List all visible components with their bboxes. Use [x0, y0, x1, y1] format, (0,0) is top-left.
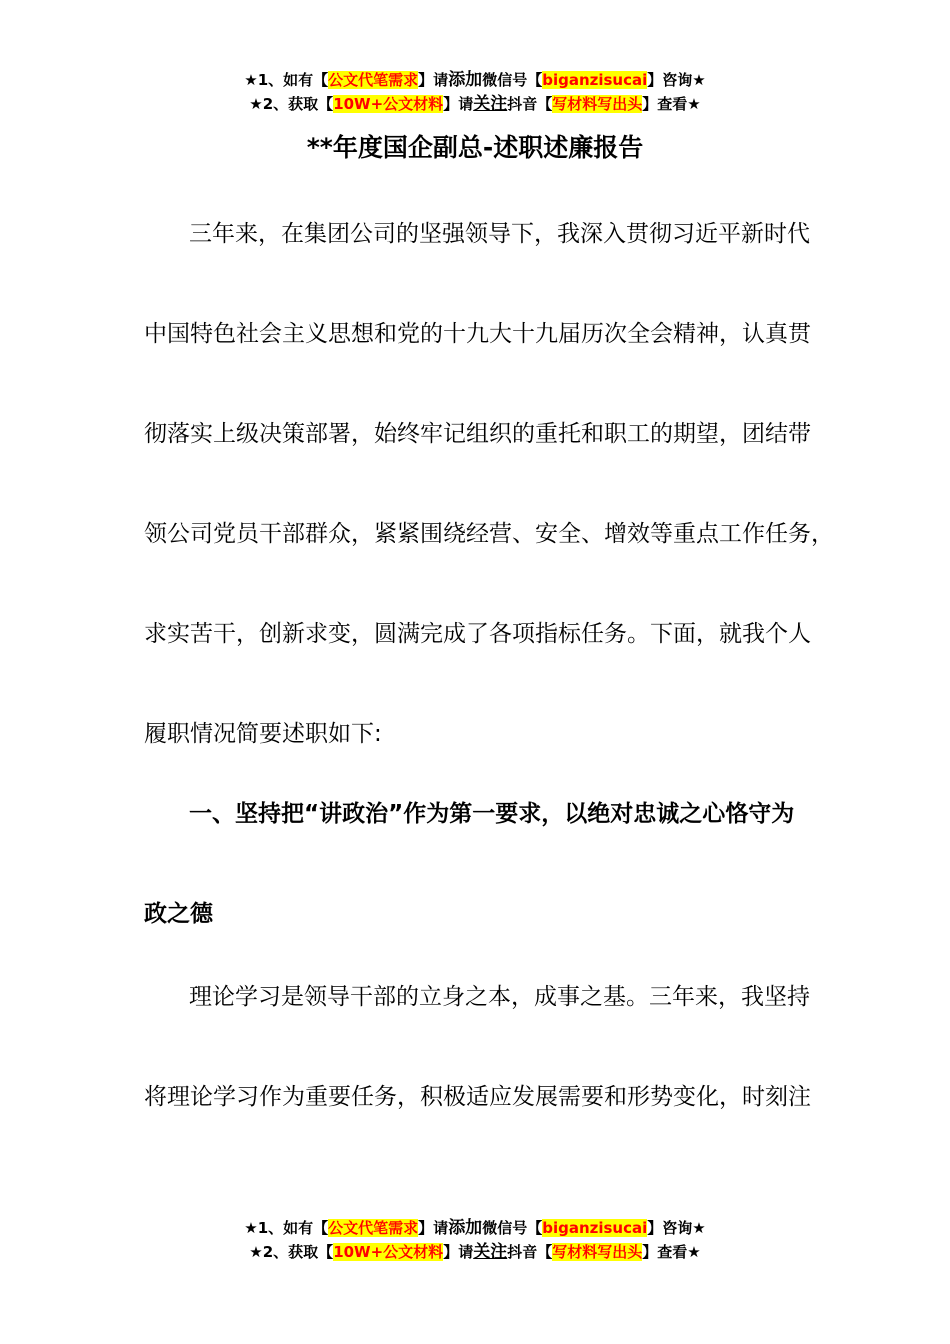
banner-text: ★1、如有【 — [244, 71, 329, 89]
banner-text: 】请 — [418, 1219, 449, 1237]
banner-highlight: 公文代笔需求 — [328, 71, 419, 89]
banner-text: 】查看★ — [642, 95, 701, 113]
banner-text: 】查看★ — [642, 1243, 701, 1261]
banner-text: ★2、获取【 — [249, 1243, 334, 1261]
section-heading-line: 政之德 — [144, 901, 213, 927]
paragraph-line: 彻落实上级决策部署，始终牢记组织的重托和职工的期望，团结带 — [144, 421, 811, 447]
banner-text: 抖音【 — [507, 1243, 553, 1261]
banner-text: 】请 — [418, 71, 449, 89]
banner-text: 】咨询★ — [647, 71, 706, 89]
footer-banner — [0, 1216, 950, 1264]
banner-text: 微信号【 — [482, 1219, 543, 1237]
banner-emphasis: 添加 — [448, 1218, 483, 1238]
banner-highlight: biganzisucai — [542, 1219, 648, 1237]
banner-text: 】请 — [443, 95, 474, 113]
header-banner — [0, 68, 950, 116]
paragraph-line: 三年来，在集团公司的坚强领导下，我深入贯彻习近平新时代 — [189, 221, 810, 247]
banner-line-1 — [0, 68, 950, 92]
banner-highlight: 公文代笔需求 — [328, 1219, 419, 1237]
banner-highlight: 写材料写出头 — [552, 1243, 643, 1261]
banner-highlight: biganzisucai — [542, 71, 648, 89]
banner-text: ★1、如有【 — [244, 1219, 329, 1237]
banner-text: 】咨询★ — [647, 1219, 706, 1237]
banner-line-1 — [0, 1216, 950, 1240]
banner-line-2 — [0, 1240, 950, 1264]
banner-text: 微信号【 — [482, 71, 543, 89]
paragraph-line: 理论学习是领导干部的立身之本，成事之基。三年来，我坚持 — [189, 984, 810, 1010]
banner-text: 】请 — [443, 1243, 474, 1261]
paragraph-line: 求实苦干，创新求变，圆满完成了各项指标任务。下面，就我个人 — [144, 621, 811, 647]
banner-text: 抖音【 — [507, 95, 553, 113]
section-heading-line: 一、坚持把“讲政治”作为第一要求，以绝对忠诚之心恪守为 — [189, 801, 795, 827]
banner-line-2 — [0, 92, 950, 116]
banner-text: ★2、获取【 — [249, 95, 334, 113]
banner-emphasis: 关注 — [473, 1242, 508, 1262]
paragraph-line: 将理论学习作为重要任务，积极适应发展需要和形势变化，时刻注 — [144, 1084, 811, 1110]
paragraph-line: 领公司党员干部群众，紧紧围绕经营、安全、增效等重点工作任务， — [144, 521, 834, 547]
banner-highlight: 10W+公文材料 — [333, 95, 444, 113]
paragraph-line: 履职情况简要述职如下: — [144, 721, 382, 747]
banner-emphasis: 添加 — [448, 70, 483, 90]
banner-highlight: 10W+公文材料 — [333, 1243, 444, 1261]
banner-emphasis: 关注 — [473, 94, 508, 114]
document-title: **年度国企副总-述职述廉报告 — [306, 133, 644, 162]
paragraph-line: 中国特色社会主义思想和党的十九大十九届历次全会精神，认真贯 — [144, 321, 811, 347]
banner-highlight: 写材料写出头 — [552, 95, 643, 113]
